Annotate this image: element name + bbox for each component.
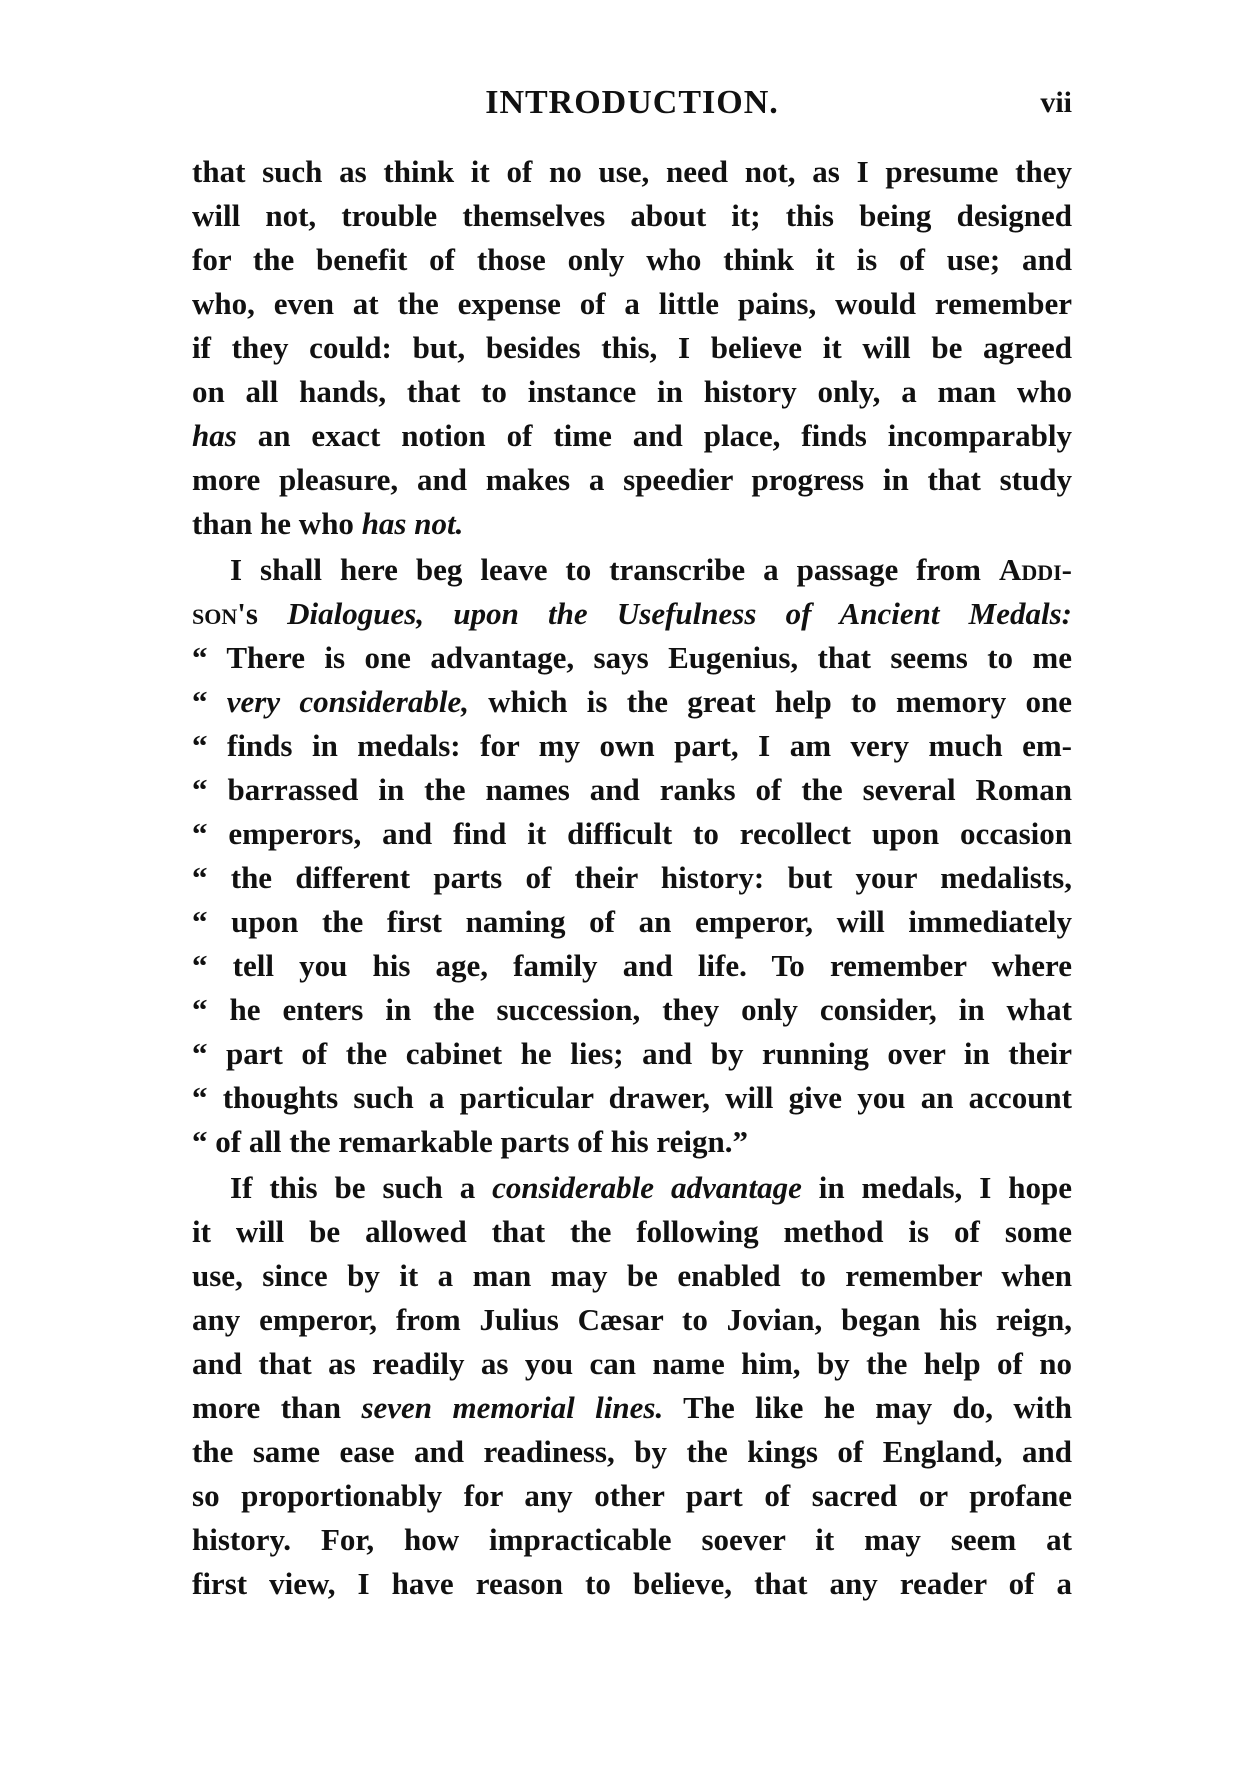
text-span: The like he may do, with — [663, 1390, 1072, 1425]
text-line — [192, 856, 1072, 900]
text-line — [192, 1120, 1072, 1164]
text-span: that such as think it of no use, need not, as I presume they — [192, 154, 1072, 189]
text-span: use, since by it a man may be enabled to remember when — [192, 1258, 1072, 1293]
text-line — [192, 548, 1072, 592]
text-line — [192, 370, 1072, 414]
text-span: in medals, I hope — [801, 1170, 1072, 1205]
small-caps-span: Addi- — [998, 552, 1072, 587]
text-span: will not, trouble themselves about it; this being designed — [192, 198, 1072, 233]
text-span: and that as readily as you can name him, by the help of no — [192, 1346, 1072, 1381]
text-line — [192, 944, 1072, 988]
text-span: “ thoughts such a particular drawer, will give you an account — [192, 1080, 1072, 1115]
text-span: any emperor, from Julius Cæsar to Jovian, began his reign, — [192, 1302, 1072, 1337]
text-span: if they could: but, besides this, I believe it will be agreed — [192, 330, 1072, 365]
text-line — [192, 592, 1072, 636]
text-line — [192, 458, 1072, 502]
text-span: “ he enters in the succession, they only consider, in what — [192, 992, 1072, 1027]
small-caps-span: son — [192, 596, 238, 631]
text-span: more pleasure, and makes a speedier progress in that study — [192, 462, 1072, 497]
text-line — [192, 1386, 1072, 1430]
text-line — [192, 150, 1072, 194]
text-span: first view, I have reason to believe, that any reader of a — [192, 1566, 1072, 1601]
text-span: an exact notion of time and place, finds incomparably — [236, 418, 1072, 453]
text-line — [192, 1518, 1072, 1562]
text-span: than he who — [192, 506, 362, 541]
text-span: 's — [237, 596, 288, 631]
text-line — [192, 414, 1072, 458]
page-number: vii — [1040, 86, 1072, 119]
text-span: which is the great help to memory one — [469, 684, 1072, 719]
text-span: more than — [192, 1390, 362, 1425]
text-span: it will be allowed that the following method is of some — [192, 1214, 1072, 1249]
italic-span: considerable advantage — [492, 1170, 802, 1205]
text-line — [192, 1210, 1072, 1254]
text-line — [192, 502, 1072, 546]
text-line — [192, 724, 1072, 768]
text-span: the same ease and readiness, by the kings of England, and — [192, 1434, 1072, 1469]
text-line — [192, 1562, 1072, 1606]
text-line — [192, 1342, 1072, 1386]
text-span: “ tell you his age, family and life. To remember where — [192, 948, 1072, 983]
text-line — [192, 1474, 1072, 1518]
text-span: “ barrassed in the names and ranks of the several Roman — [192, 772, 1072, 807]
text-line — [192, 988, 1072, 1032]
text-span: “ — [192, 684, 227, 719]
text-span: “ There is one advantage, says Eugenius, that seems to me — [192, 640, 1072, 675]
text-line — [192, 1298, 1072, 1342]
text-line — [192, 1032, 1072, 1076]
italic-span: seven memorial lines. — [361, 1390, 664, 1425]
text-line — [192, 768, 1072, 812]
running-title: INTRODUCTION. — [485, 84, 779, 121]
text-span: “ upon the first naming of an emperor, will immediately — [192, 904, 1072, 939]
text-span: “ the different parts of their history: but your medalists, — [192, 860, 1072, 895]
text-line — [192, 636, 1072, 680]
text-line — [192, 812, 1072, 856]
text-span: “ finds in medals: for my own part, I am very much em- — [192, 728, 1072, 763]
text-span: history. For, how impracticable soever it may seem at — [192, 1522, 1072, 1557]
text-span: “ emperors, and find it difficult to recollect upon occasion — [192, 816, 1072, 851]
text-line — [192, 1076, 1072, 1120]
italic-span: has — [192, 418, 237, 453]
text-span: I shall here beg leave to transcribe a passage from — [230, 552, 999, 587]
text-line — [192, 900, 1072, 944]
text-line — [192, 282, 1072, 326]
text-line — [192, 1430, 1072, 1474]
italic-span: Dialogues, upon the Usefulness of Ancient Medals: — [287, 596, 1072, 631]
text-line — [192, 326, 1072, 370]
text-line — [192, 238, 1072, 282]
text-span: so proportionably for any other part of sacred or profane — [192, 1478, 1072, 1513]
text-span: If this be such a — [230, 1170, 493, 1205]
text-span: who, even at the expense of a little pains, would remember — [192, 286, 1072, 321]
italic-span: has not. — [361, 506, 464, 541]
text-span: “ of all the remarkable parts of his reign.” — [192, 1124, 748, 1159]
page-header — [192, 84, 1072, 134]
text-line — [192, 1166, 1072, 1210]
italic-span: very considerable, — [226, 684, 469, 719]
text-span: for the benefit of those only who think it is of use; and — [192, 242, 1072, 277]
text-line — [192, 194, 1072, 238]
text-line — [192, 680, 1072, 724]
text-line — [192, 1254, 1072, 1298]
text-span: on all hands, that to instance in history only, a man who — [192, 374, 1072, 409]
body-text — [192, 150, 1072, 1606]
text-span: “ part of the cabinet he lies; and by running over in their — [192, 1036, 1072, 1071]
